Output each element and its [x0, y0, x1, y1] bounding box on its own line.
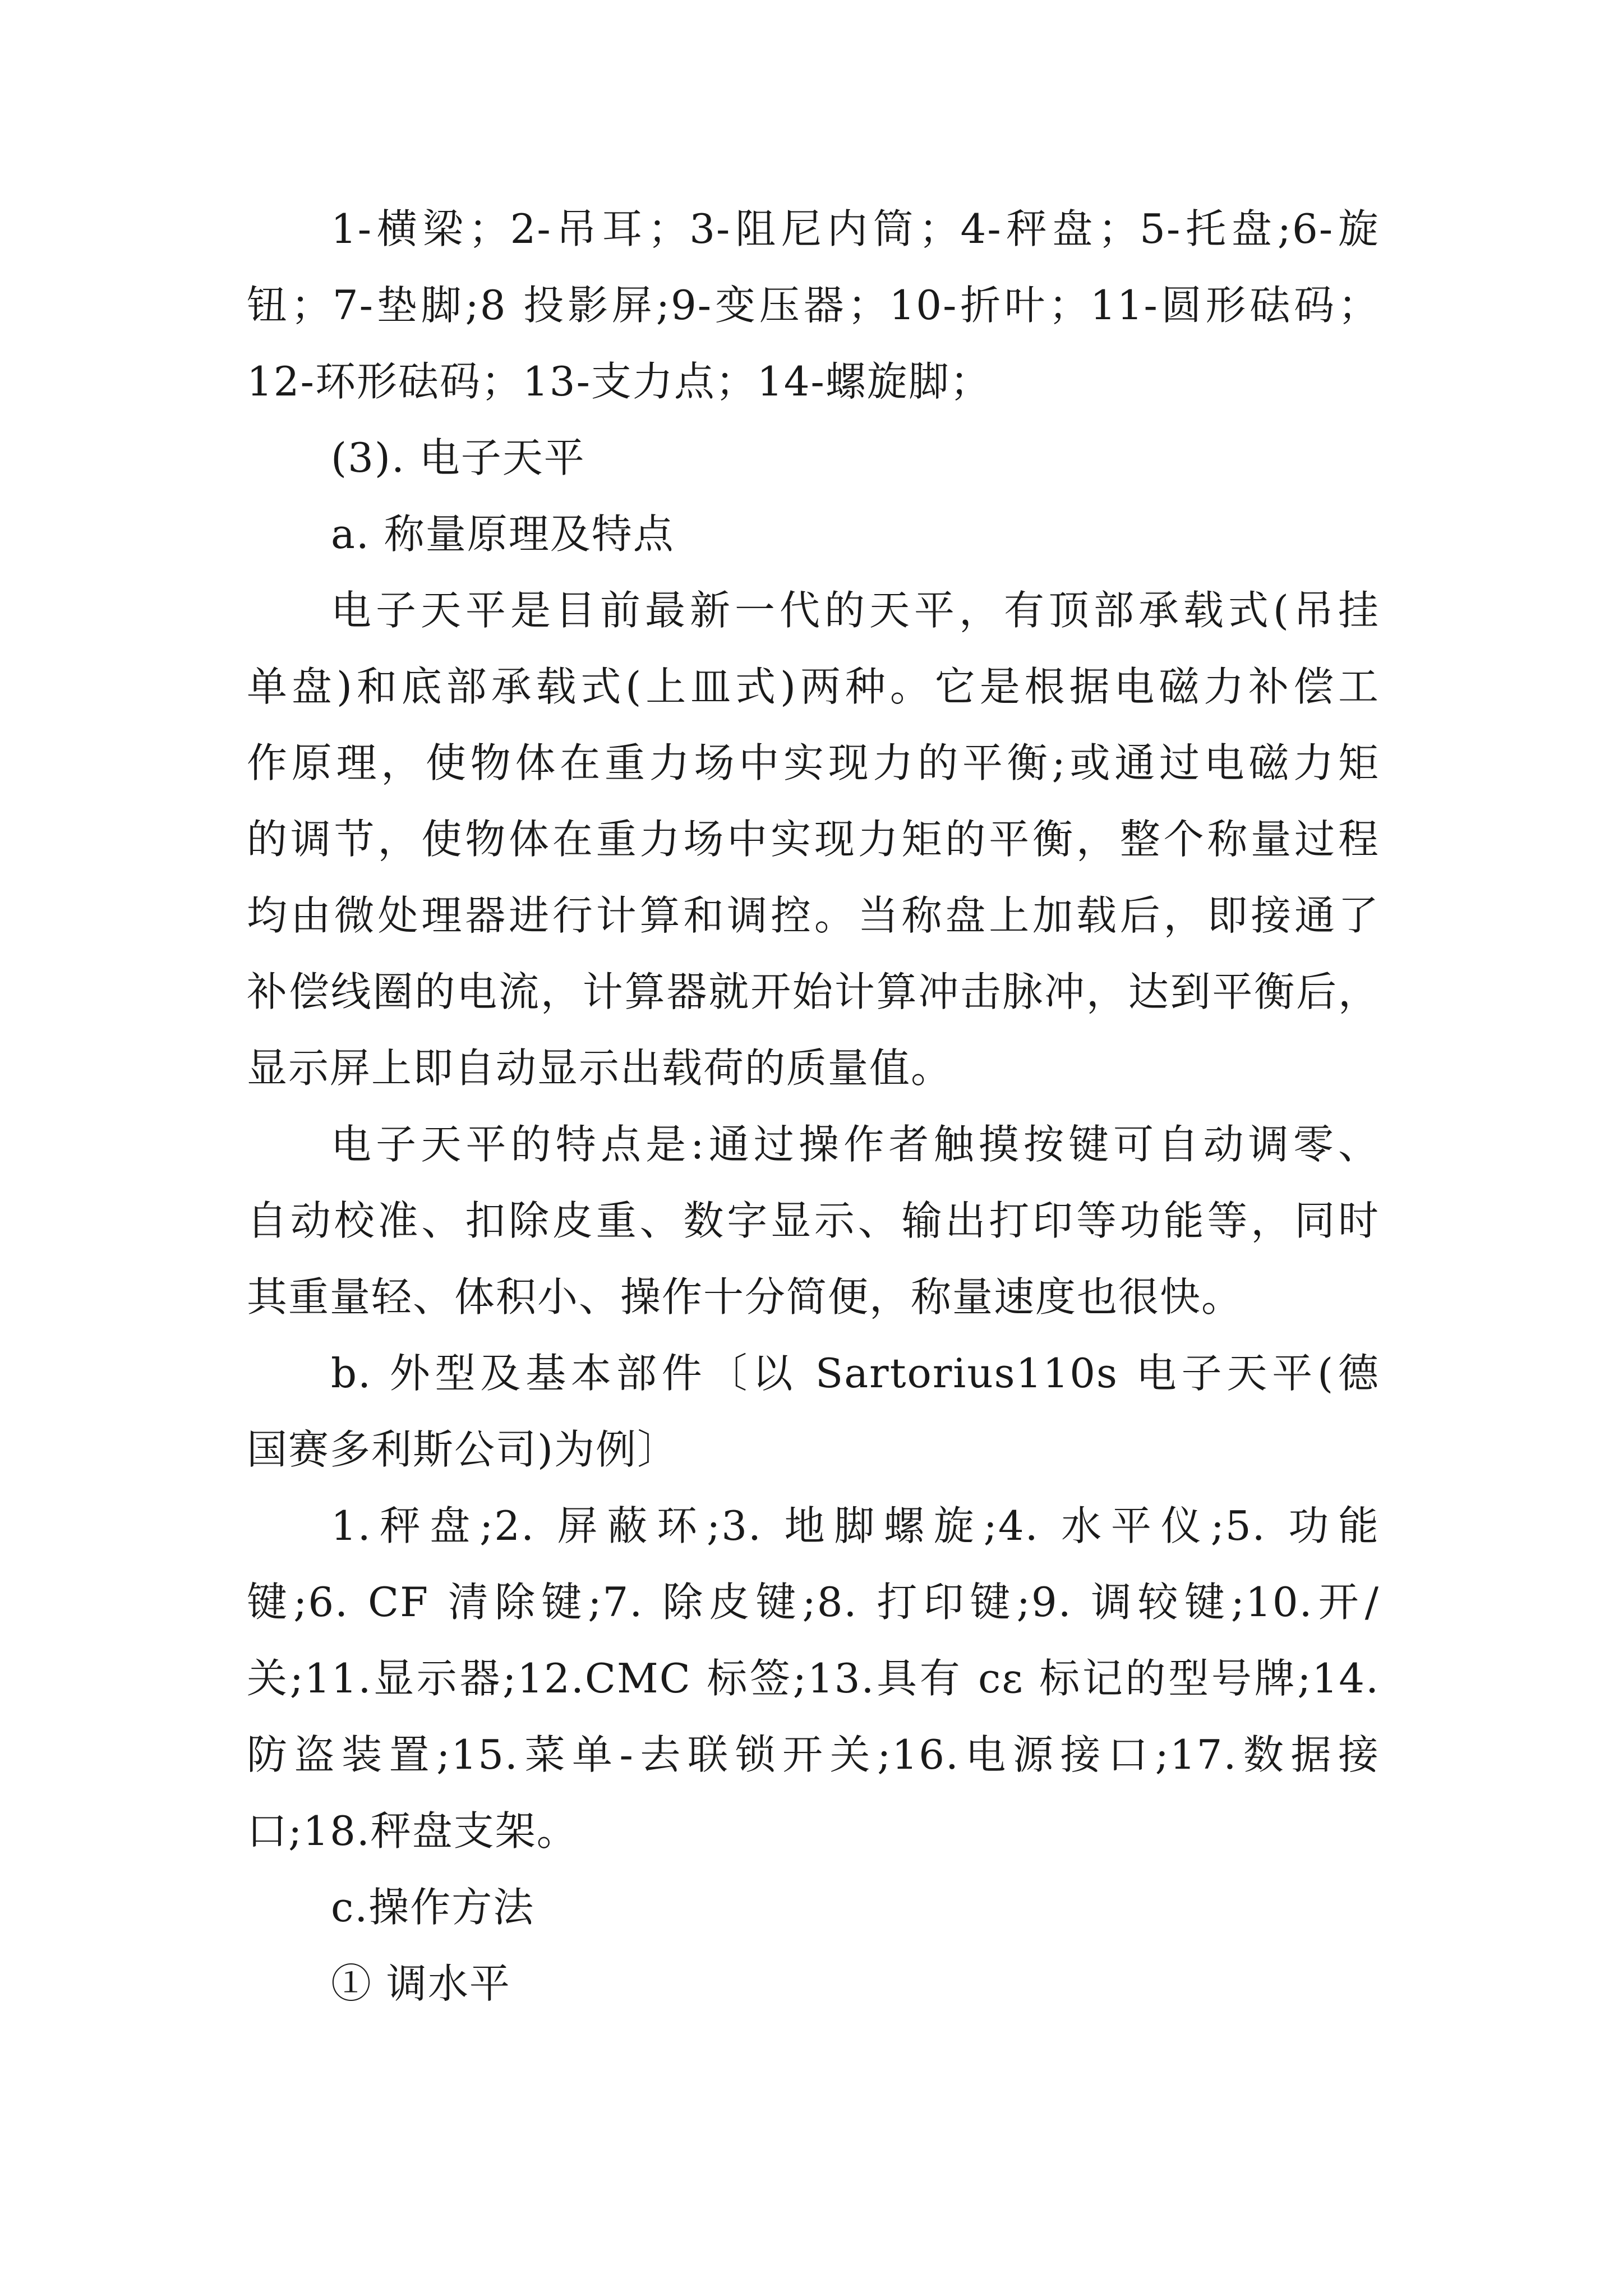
text-line: 1-横梁；2-吊耳；3-阻尼内筒；4-秤盘；5-托盘;6-旋: [331, 205, 1380, 252]
operation-heading: c.操作方法: [331, 1884, 535, 1931]
text-line: 单盘)和底部承载式(上皿式)两种。它是根据电磁力补偿工: [247, 663, 1380, 710]
text-line: 自动校准、扣除皮重、数字显示、输出打印等功能等，同时: [247, 1197, 1380, 1244]
text-line: 电子天平是目前最新一代的天平，有顶部承载式(吊挂: [331, 587, 1380, 634]
text-line: 12-环形砝码；13-支力点；14-螺旋脚；: [247, 358, 992, 405]
text-line: 其重量轻、体积小、操作十分简便，称量速度也很快。: [247, 1273, 1243, 1320]
document-body: [247, 191, 1380, 2022]
principle-paragraph: [247, 572, 1380, 1106]
step-heading: ① 调水平: [331, 1960, 511, 2007]
text-line: 的调节，使物体在重力场中实现力矩的平衡，整个称量过程: [247, 816, 1380, 863]
text-line: b. 外型及基本部件〔以 Sartorius110s 电子天平(德: [331, 1350, 1380, 1397]
components-paragraph: [247, 1488, 1380, 1869]
text-line: 防盗装置;15.菜单-去联锁开关;16.电源接口;17.数据接: [247, 1731, 1380, 1778]
text-line: 均由微处理器进行计算和调控。当称盘上加载后，即接通了: [247, 892, 1380, 939]
subsection-heading: a. 称量原理及特点: [331, 510, 675, 558]
text-line: 口;18.秤盘支架。: [247, 1807, 578, 1855]
model-paragraph: [247, 1335, 1380, 1488]
text-line: 补偿线圈的电流，计算器就开始计算冲击脉冲，达到平衡后，: [247, 968, 1380, 1015]
text-line: 作原理，使物体在重力场中实现力的平衡;或通过电磁力矩: [247, 739, 1380, 786]
text-line: 1.秤盘;2. 屏蔽环;3. 地脚螺旋;4. 水平仪;5. 功能: [331, 1502, 1380, 1549]
text-line: 电子天平的特点是:通过操作者触摸按键可自动调零、: [331, 1121, 1380, 1168]
text-line: 显示屏上即自动显示出载荷的质量值。: [247, 1045, 953, 1092]
text-line: 关;11.显示器;12.CMC 标签;13.具有 cε 标记的型号牌;14.: [247, 1655, 1380, 1702]
text-line: 钮；7-垫脚;8 投影屏;9-变压器；10-折叶；11-圆形砝码；: [247, 282, 1380, 329]
text-line: 国赛多利斯公司)为例〕: [247, 1426, 679, 1473]
text-line: 键;6. CF 清除键;7. 除皮键;8. 打印键;9. 调较键;10.开/: [247, 1579, 1380, 1626]
features-paragraph: [247, 1106, 1380, 1335]
section-heading: (3). 电子天平: [331, 434, 585, 481]
parts-list-paragraph: [247, 191, 1380, 420]
